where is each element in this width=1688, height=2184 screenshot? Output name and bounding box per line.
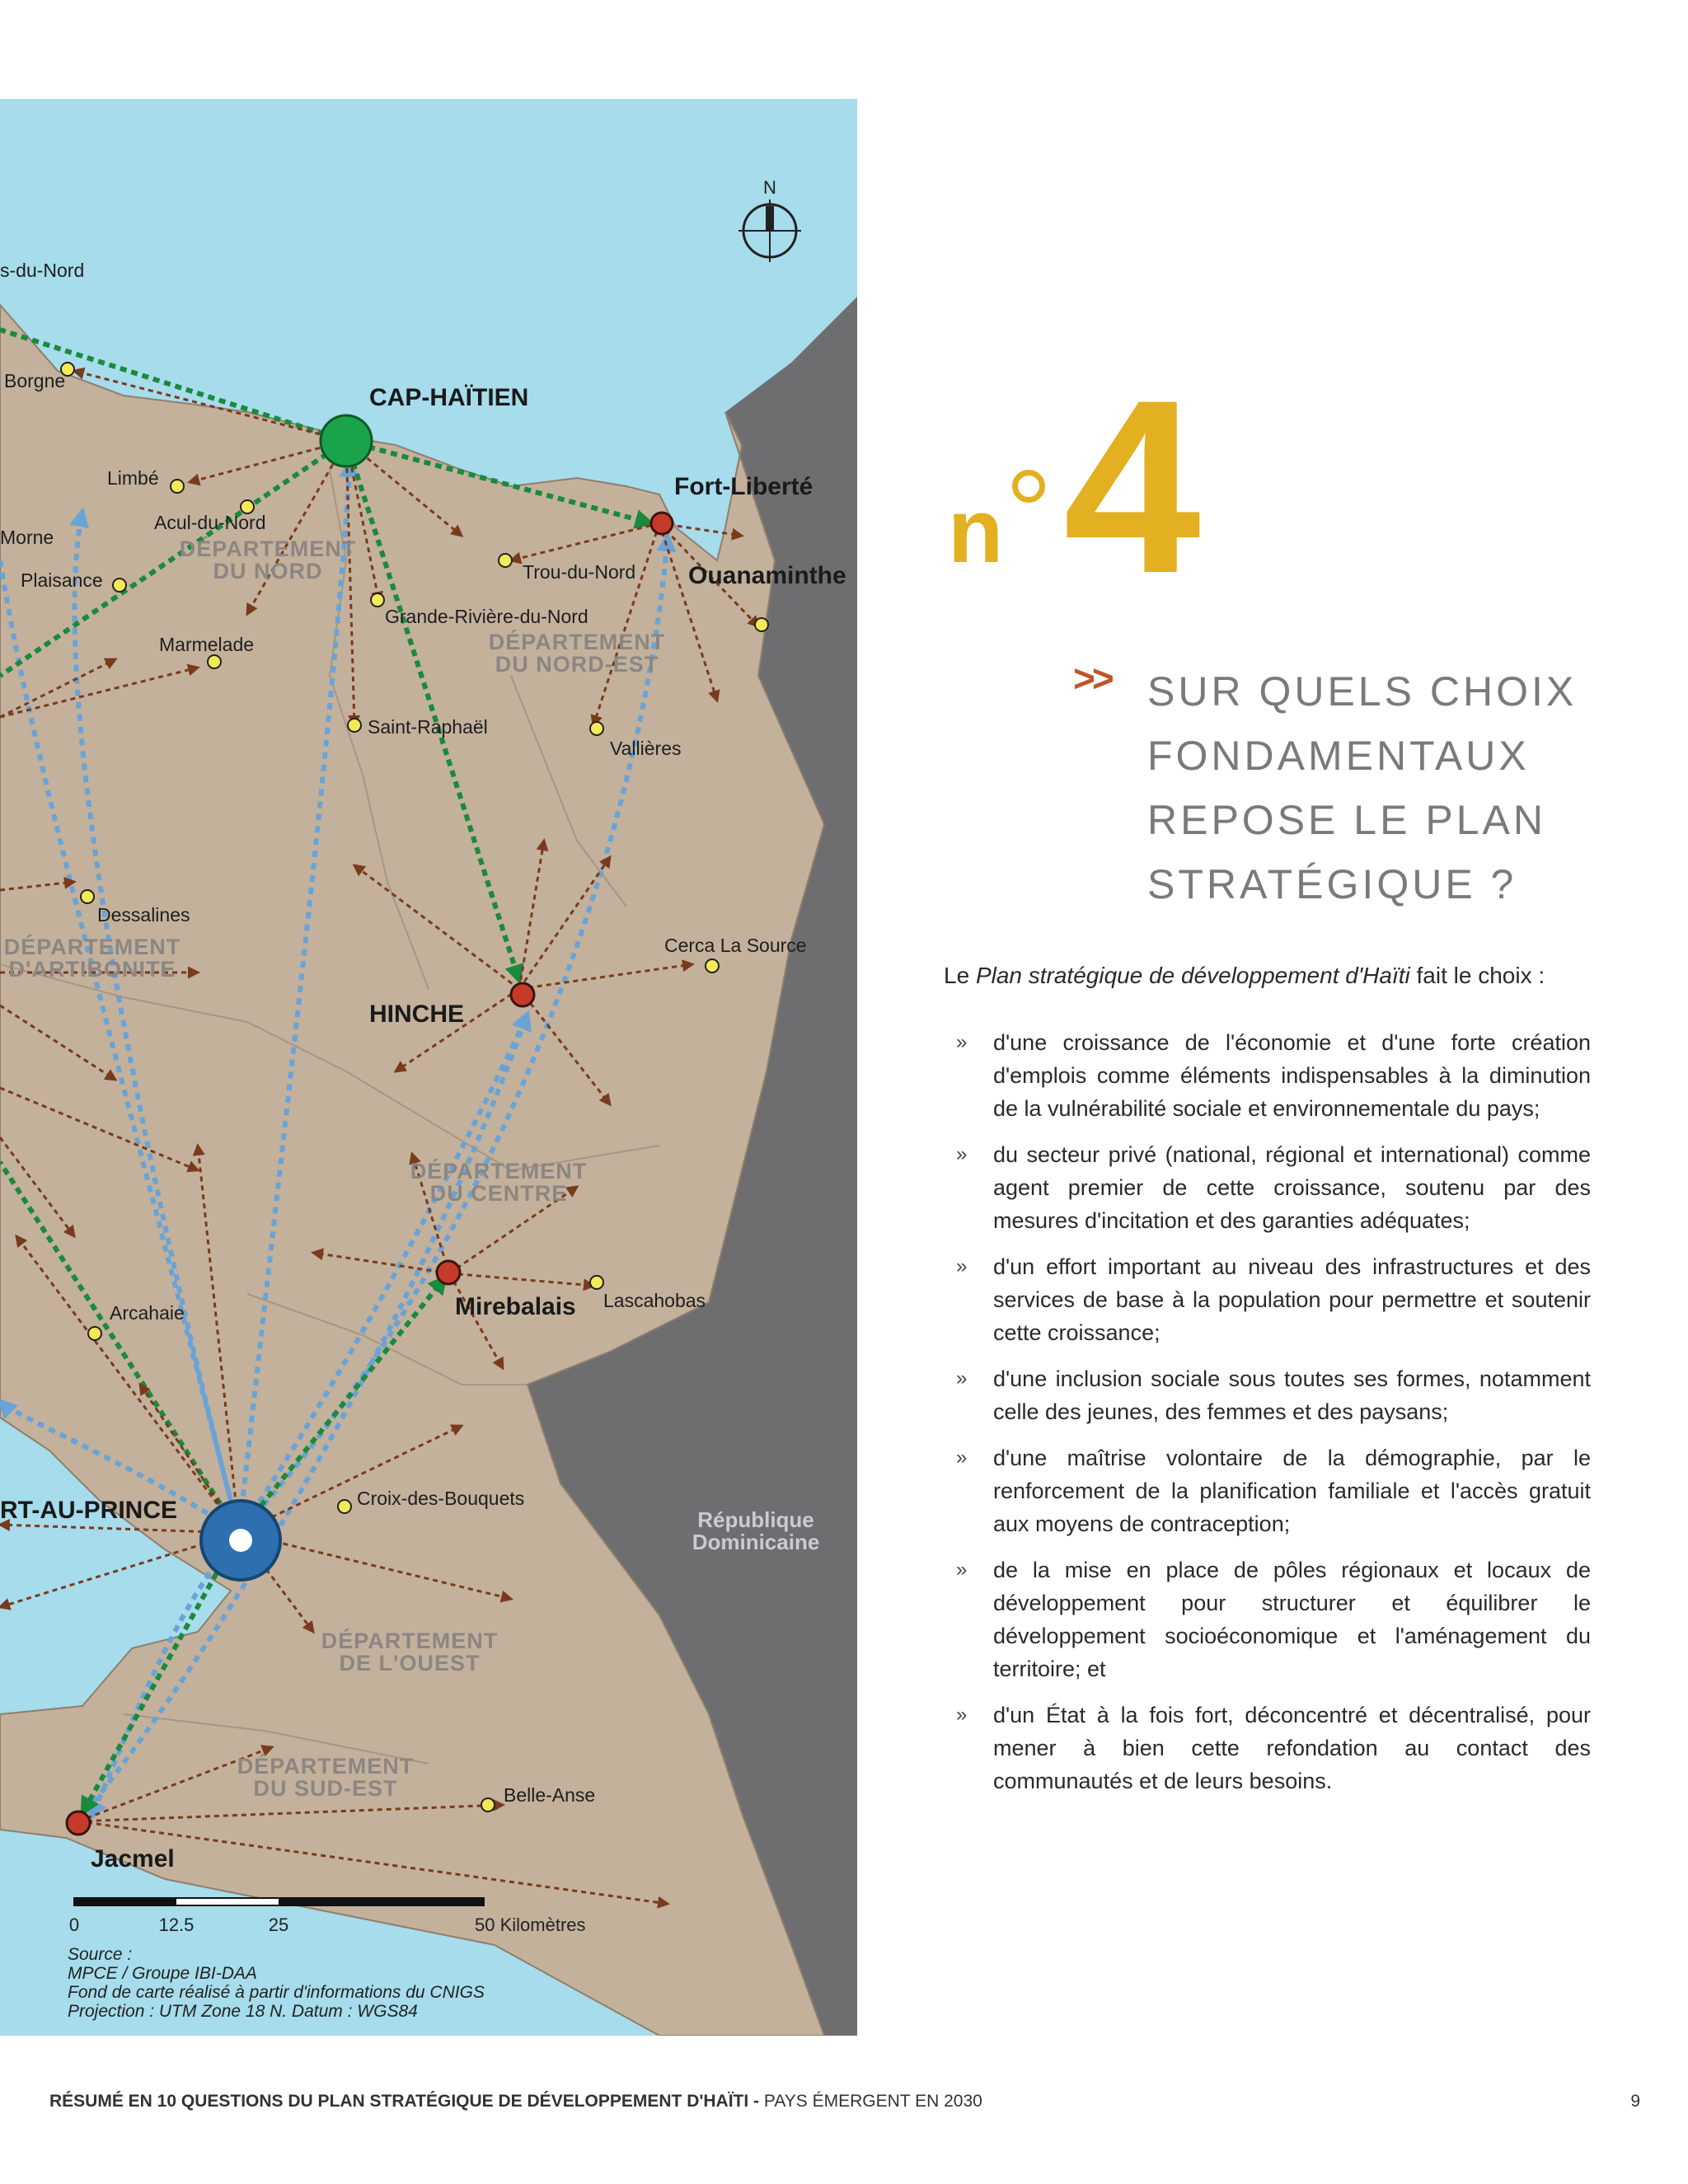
label-belle-anse: Belle-Anse bbox=[504, 1784, 596, 1806]
list-item bbox=[956, 1250, 1591, 1349]
dept-artibonite-1: DÉPARTEMENT bbox=[3, 935, 181, 959]
source-line-1: Source : bbox=[68, 1945, 133, 1964]
label-limbe: Limbé bbox=[107, 467, 159, 489]
intro-after: fait le choix : bbox=[1409, 963, 1545, 988]
chevron-icon: >> bbox=[1073, 657, 1111, 700]
question-line: STRATÉGIQUE ? bbox=[1147, 861, 1517, 907]
label-cap-haitien: CAP-HAÏTIEN bbox=[369, 384, 529, 411]
page-number: 9 bbox=[1630, 2092, 1640, 2111]
list-item bbox=[956, 1699, 1591, 1797]
question-number-value: 4 bbox=[1063, 348, 1201, 625]
compass-label: N bbox=[763, 177, 776, 198]
source-line-2: MPCE / Groupe IBI-DAA bbox=[68, 1964, 257, 1983]
choices-list bbox=[956, 1026, 1591, 1811]
bullet-icon: » bbox=[956, 1446, 968, 1469]
ordinal-circle bbox=[1012, 470, 1045, 503]
label-arcahaie: Arcahaie bbox=[110, 1302, 185, 1324]
intro-before: Le bbox=[944, 963, 976, 988]
scale-25: 25 bbox=[268, 1915, 289, 1935]
label-plaisance: Plaisance bbox=[21, 569, 103, 591]
mirebalais-node bbox=[437, 1261, 460, 1284]
label-mirebalais: Mirebalais bbox=[455, 1293, 576, 1320]
dept-nord-est-2: DU NORD-EST bbox=[495, 652, 659, 677]
label-ouanaminthe: Ouanaminthe bbox=[688, 562, 846, 589]
question-line: REPOSE LE PLAN bbox=[1147, 797, 1546, 843]
bullet-icon: » bbox=[956, 1255, 968, 1277]
choice-text: de la mise en place de pôles régionaux et locaux de développement pour structurer et équilibrer le développement socioéconomique et l'aménagement du territoire; et bbox=[993, 1558, 1591, 1681]
page-footer bbox=[49, 2092, 982, 2111]
republic-label-2: Dominicaine bbox=[692, 1530, 820, 1554]
list-item bbox=[956, 1554, 1591, 1685]
footer-subtitle: PAYS ÉMERGENT EN 2030 bbox=[759, 2092, 982, 2111]
dept-ouest-2: DE L'OUEST bbox=[339, 1651, 481, 1675]
dept-centre-1: DÉPARTEMENT bbox=[410, 1159, 588, 1183]
label-hinche: HINCHE bbox=[369, 1001, 465, 1028]
label-borgne: Borgne bbox=[4, 370, 66, 391]
label-lascahobas: Lascahobas bbox=[603, 1290, 706, 1311]
cap-haitien-node bbox=[321, 415, 372, 466]
choice-text: d'un État à la fois fort, déconcentré et décentralisé, pour mener à bien cette refondation au contact des communautés et de leurs besoins. bbox=[993, 1703, 1591, 1793]
list-item bbox=[956, 1026, 1591, 1125]
label-morne: Morne bbox=[0, 527, 54, 548]
haiti-development-map bbox=[0, 99, 857, 2036]
bullet-icon: » bbox=[956, 1031, 968, 1053]
bullet-icon: » bbox=[956, 1367, 968, 1390]
label-grande-riviere-du-nord: Grande-Rivière-du-Nord bbox=[385, 606, 588, 627]
dept-ouest-1: DÉPARTEMENT bbox=[321, 1629, 499, 1653]
republic-label-1: République bbox=[697, 1507, 814, 1532]
source-line-3: Fond de carte réalisé à partir d'informations du CNIGS bbox=[68, 1983, 485, 2002]
intro-plan-title: Plan stratégique de développement d'Haïti bbox=[975, 963, 1410, 988]
dept-centre-2: DU CENTRE bbox=[429, 1181, 568, 1206]
question-line: SUR QUELS CHOIX bbox=[1147, 668, 1578, 715]
label-port-de-paix: s-du-Nord bbox=[0, 260, 85, 281]
bullet-icon: » bbox=[956, 1704, 968, 1726]
choice-text: d'une croissance de l'économie et d'une forte création d'emplois comme éléments indispensables à la diminution de la vulnérabilité sociale et environnementale du pays; bbox=[993, 1030, 1591, 1121]
question-title bbox=[1147, 659, 1609, 916]
fort-liberte-node bbox=[651, 513, 673, 534]
hinche-node bbox=[511, 983, 534, 1006]
choice-text: d'une maîtrise volontaire de la démographie, par le renforcement de la planification familiale et l'accès gratuit aux moyens de contraception; bbox=[993, 1446, 1591, 1536]
intro-paragraph bbox=[944, 963, 1603, 989]
dept-sud-est-1: DÉPARTEMENT bbox=[237, 1754, 415, 1779]
label-cerca-la-source: Cerca La Source bbox=[664, 935, 807, 956]
dept-artibonite-2: D'ARTIBONITE bbox=[8, 957, 176, 982]
dept-sud-est-2: DU SUD-EST bbox=[253, 1776, 398, 1801]
question-line: FONDAMENTAUX bbox=[1147, 733, 1530, 779]
label-jacmel: Jacmel bbox=[91, 1845, 175, 1872]
footer-title: RÉSUMÉ EN 10 QUESTIONS DU PLAN STRATÉGIQUE DE DÉVELOPPEMENT D'HAÏTI - bbox=[49, 2092, 760, 2111]
bullet-icon: » bbox=[956, 1558, 968, 1581]
label-marmelade: Marmelade bbox=[159, 634, 255, 655]
label-saint-raphael: Saint-Raphaël bbox=[368, 716, 488, 738]
scale-12-5: 12.5 bbox=[158, 1915, 195, 1935]
label-dessalines: Dessalines bbox=[97, 904, 190, 926]
choice-text: du secteur privé (national, régional et international) comme agent premier de cette croissance, soutenu par des mesures d'incitation et des garanties adéquates; bbox=[993, 1142, 1591, 1233]
label-trou-du-nord: Trou-du-Nord bbox=[523, 561, 636, 583]
dept-nord-1: DÉPARTEMENT bbox=[179, 537, 357, 561]
list-item bbox=[956, 1362, 1591, 1428]
label-acul-du-nord: Acul-du-Nord bbox=[154, 512, 266, 533]
dept-nord-2: DU NORD bbox=[213, 559, 323, 583]
label-port-au-prince: RT-AU-PRINCE bbox=[0, 1497, 177, 1524]
choice-text: d'une inclusion sociale sous toutes ses formes, notamment celle des jeunes, des femmes et des paysans; bbox=[993, 1366, 1591, 1424]
scale-50: 50 Kilomètres bbox=[475, 1915, 586, 1935]
label-vallieres: Vallières bbox=[610, 738, 682, 759]
bullet-icon: » bbox=[956, 1143, 968, 1165]
jacmel-node bbox=[67, 1811, 90, 1835]
label-croix-des-bouquets: Croix-des-Bouquets bbox=[357, 1488, 525, 1509]
scale-0: 0 bbox=[68, 1915, 80, 1935]
number-prefix: n bbox=[948, 480, 1004, 582]
source-line-4: Projection : UTM Zone 18 N. Datum : WGS84 bbox=[68, 2002, 418, 2021]
list-item bbox=[956, 1441, 1591, 1540]
list-item bbox=[956, 1138, 1591, 1237]
dept-nord-est-1: DÉPARTEMENT bbox=[488, 630, 666, 654]
question-number bbox=[948, 348, 1245, 625]
choice-text: d'un effort important au niveau des infrastructures et des services de base à la population pour permettre et soutenir cette croissance; bbox=[993, 1254, 1591, 1345]
label-fort-liberte: Fort-Liberté bbox=[674, 473, 814, 500]
